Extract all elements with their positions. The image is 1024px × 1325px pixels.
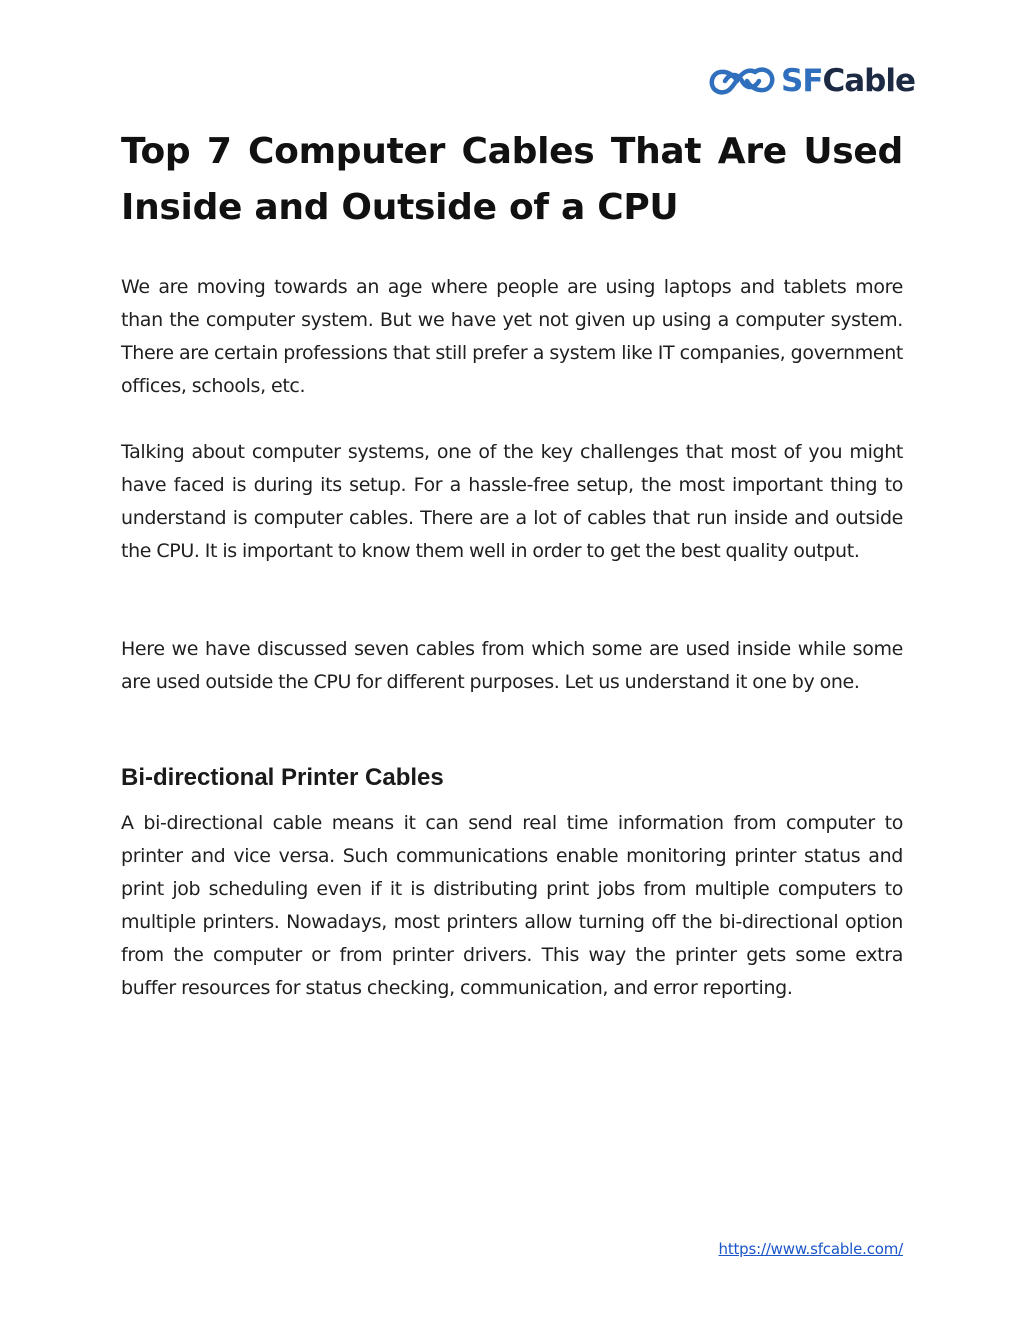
brand-name-cable: Cable [822, 62, 916, 99]
sfcable-knot-logo-icon [707, 60, 777, 102]
intro-paragraph-3: Here we have discussed seven cables from which some are used inside while some are used outside the CPU for different purposes. Let us understand it one by one. [121, 638, 903, 693]
footer-website-link[interactable]: https://www.sfcable.com/ [718, 1240, 903, 1258]
brand-logo[interactable] [707, 60, 916, 102]
page-title: Top 7 Computer Cables That Are Used Inside and Outside of a CPU [121, 131, 903, 228]
section-body-printer-cables: A bi-directional cable means it can send real time information from computer to printer and vice versa. Such communications enable monitoring printer status and print job scheduling even if it is distributing print jobs from multiple computers to multiple printers. Nowadays, most printers allow turning off the bi-directional option from the computer or from printer drivers. This way the printer gets some extra buffer resources for status checking, communication, and error reporting. [121, 812, 903, 999]
intro-paragraph-2: Talking about computer systems, one of the key challenges that most of you might have faced is during its setup. For a hassle-free setup, the most important thing to understand is computer cables. There are a lot of cables that run inside and outside the CPU. It is important to know them well in order to get the best quality output. [121, 441, 903, 562]
brand-name-sf: SF [781, 62, 823, 99]
brand-name [781, 62, 916, 99]
section-heading-printer-cables: Bi-directional Printer Cables [121, 764, 444, 791]
intro-paragraph-1: We are moving towards an age where people are using laptops and tablets more than the computer system. But we have yet not given up using a computer system. There are certain professions that still prefer a system like IT companies, government offices, schools, etc. [121, 276, 903, 397]
